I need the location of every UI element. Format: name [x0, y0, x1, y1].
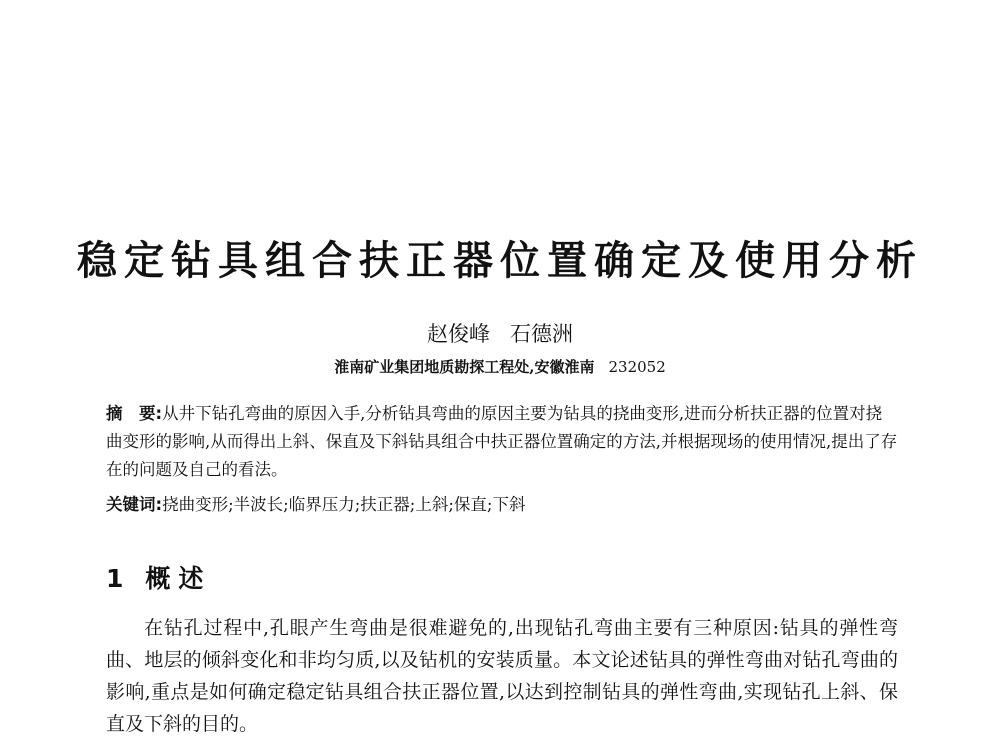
abstract-text: 从井下钻孔弯曲的原因入手,分析钻具弯曲的原因主要为钻具的挠曲变形,进而分析扶正器的位置对挠曲变形的影响,从而得出上斜、保直及下斜钻具组合中扶正器位置确定的方法,并根据现场的使用情况,提出了存在的问题及自己的看法。	[106, 404, 898, 479]
keywords	[106, 491, 898, 519]
affiliation-text: 淮南矿业集团地质勘探工程处,安徽淮南	[334, 358, 595, 376]
author-name: 石德洲	[510, 322, 573, 346]
abstract-label: 摘 要:	[106, 404, 163, 423]
affiliation	[0, 356, 1000, 378]
section-number: 1	[106, 564, 124, 593]
section-title: 概述	[145, 564, 212, 593]
abstract	[106, 400, 898, 484]
paper-title: 稳定钻具组合扶正器位置确定及使用分析	[77, 238, 923, 284]
body-paragraph: 在钻孔过程中,孔眼产生弯曲是很难避免的,出现钻孔弯曲主要有三种原因:钻具的弹性弯曲、地层的倾斜变化和非均匀质,以及钻机的安装质量。本文论述钻具的弹性弯曲对钻孔弯曲的影响,重点是如何确定稳定钻具组合扶正器位置,以达到控制钻具的弹性弯曲,实现钻孔上斜、保直及下斜的目的。	[106, 617, 898, 735]
keywords-label: 关键词:	[106, 495, 163, 514]
author-name: 赵俊峰	[427, 322, 490, 346]
section-heading	[106, 562, 211, 596]
author-list	[0, 320, 1000, 348]
keywords-text: 挠曲变形;半波长;临界压力;扶正器;上斜;保直;下斜	[162, 495, 526, 514]
postal-code: 232052	[608, 358, 666, 376]
